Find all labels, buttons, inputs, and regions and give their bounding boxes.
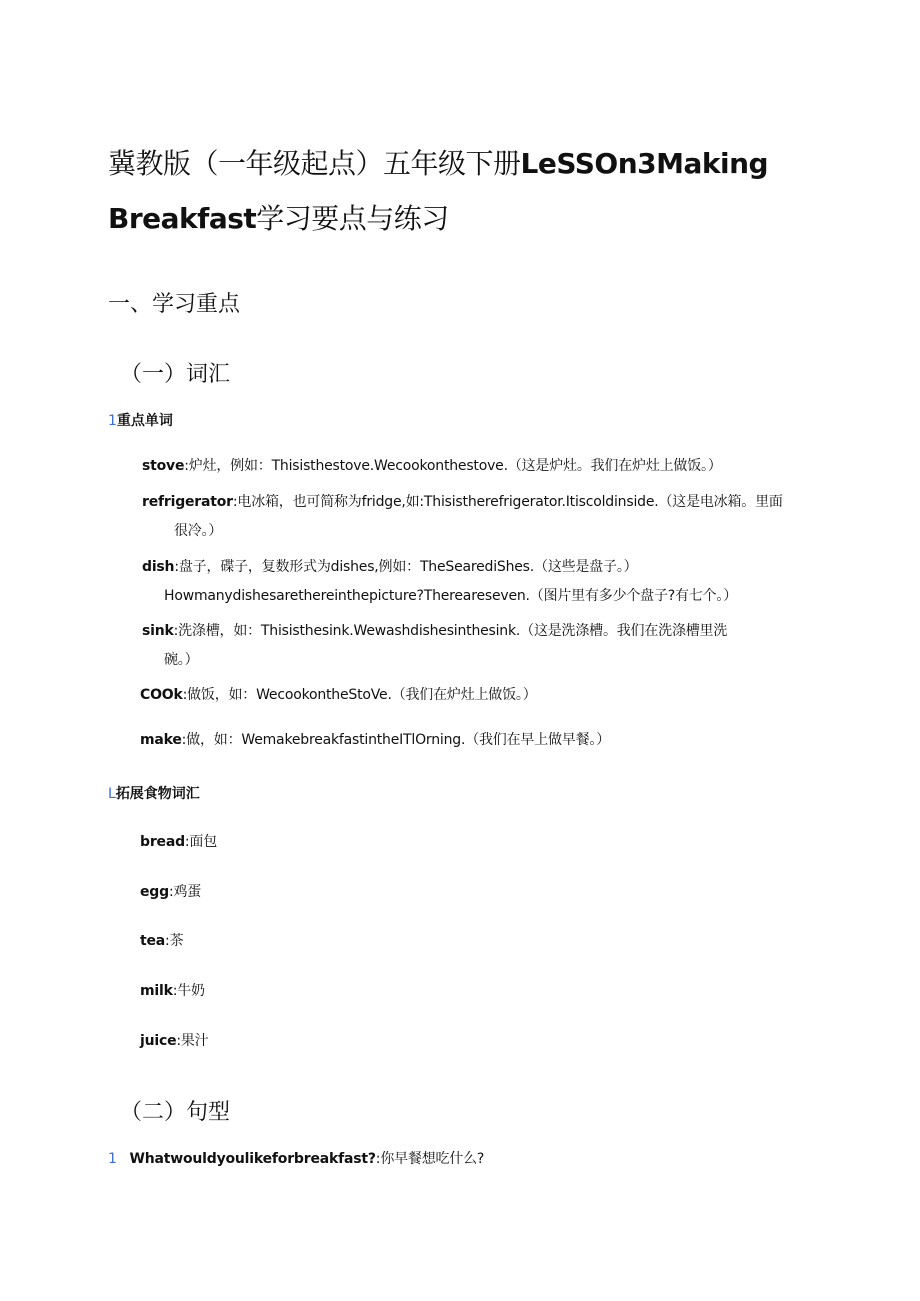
food-meaning: :面包 bbox=[184, 834, 218, 850]
vocab-word: COOk bbox=[140, 687, 183, 703]
food-word: juice bbox=[140, 1033, 177, 1049]
vocab-entry-stove bbox=[142, 452, 722, 481]
vocab-entry-make bbox=[140, 726, 610, 755]
vocab-entry-dish bbox=[142, 553, 737, 611]
food-entry-egg bbox=[140, 878, 201, 907]
sentence-chinese: :你早餐想吃什么? bbox=[375, 1151, 485, 1167]
vocab-definition: :电冰箱，也可简称为fridge,如:Thisistherefrigerator.Itiscoldinside.（这是电冰箱。里面 bbox=[232, 494, 783, 510]
sentence-pattern-item bbox=[108, 1145, 484, 1174]
vocab-word: stove bbox=[142, 458, 185, 474]
food-meaning: :茶 bbox=[165, 933, 184, 949]
vocab-definition-continued: 很冷。） bbox=[174, 523, 223, 539]
vocab-word: dish bbox=[142, 559, 175, 575]
food-entry-milk bbox=[140, 977, 205, 1006]
vocab-word: make bbox=[140, 732, 182, 748]
part-heading-vocabulary: （一）词汇 bbox=[120, 362, 231, 387]
vocab-definition: :炉灶，例如：Thisisthestove.Wecookonthestove.（这是炉灶。我们在炉灶上做饭。） bbox=[184, 458, 722, 474]
vocab-definition: :洗涤槽，如：Thisisthesink.Wewashdishesinthesink.（这是洗涤槽。我们在洗涤槽里洗 bbox=[173, 623, 728, 639]
vocab-definition: :盘子，碟子，复数形式为dishes,例如：TheSearediShes.（这些是盘子。） bbox=[174, 559, 638, 575]
title-cn-part-2: 学习要点与练习 bbox=[256, 202, 449, 235]
vocab-entry-sink bbox=[142, 617, 727, 675]
title-en-part-2: Breakfast bbox=[108, 202, 257, 235]
vocab-word: refrigerator bbox=[142, 494, 233, 510]
food-entry-bread bbox=[140, 828, 217, 857]
document-title-line2 bbox=[108, 199, 449, 239]
food-word: egg bbox=[140, 884, 169, 900]
vocab-entry-cook bbox=[140, 681, 537, 710]
food-meaning: :牛奶 bbox=[172, 983, 205, 999]
list-number: 1 bbox=[108, 1151, 117, 1167]
food-entry-juice bbox=[140, 1027, 208, 1056]
part-heading-sentence-patterns: （二）句型 bbox=[120, 1100, 231, 1125]
vocab-definition: :做，如：WemakebreakfastintheITlOrning.（我们在早上做早餐。） bbox=[181, 732, 610, 748]
food-word: tea bbox=[140, 933, 166, 949]
list-number: 1 bbox=[108, 413, 117, 429]
subheading-label: 拓展食物词汇 bbox=[115, 786, 200, 802]
vocab-entry-refrigerator bbox=[142, 488, 783, 546]
food-entry-tea bbox=[140, 927, 183, 956]
food-word: bread bbox=[140, 834, 185, 850]
section-heading-key-points: 一、学习重点 bbox=[108, 292, 241, 317]
vocab-definition-continued: Howmanydishesarethereinthepicture?Thereareseven.（图片里有多少个盘子?有七个。） bbox=[164, 588, 738, 604]
food-meaning: :鸡蛋 bbox=[168, 884, 202, 900]
vocab-word: sink bbox=[142, 623, 174, 639]
title-en-part: LeSSOn3Making bbox=[520, 147, 769, 180]
vocab-definition: :做饭，如：WecookontheStoVe.（我们在炉灶上做饭。） bbox=[182, 687, 537, 703]
vocab-definition-continued: 碗。） bbox=[164, 652, 199, 668]
list-number: L bbox=[108, 786, 116, 802]
subheading-key-words bbox=[108, 410, 173, 430]
document-title-line1 bbox=[108, 144, 768, 184]
food-meaning: :果汁 bbox=[176, 1033, 209, 1049]
subheading-food-words bbox=[108, 783, 200, 803]
subheading-label: 重点单词 bbox=[116, 413, 173, 429]
food-word: milk bbox=[140, 983, 173, 999]
title-cn-part: 冀教版（一年级起点）五年级下册 bbox=[108, 147, 521, 180]
sentence-english: Whatwouldyoulikeforbreakfast? bbox=[129, 1151, 376, 1167]
